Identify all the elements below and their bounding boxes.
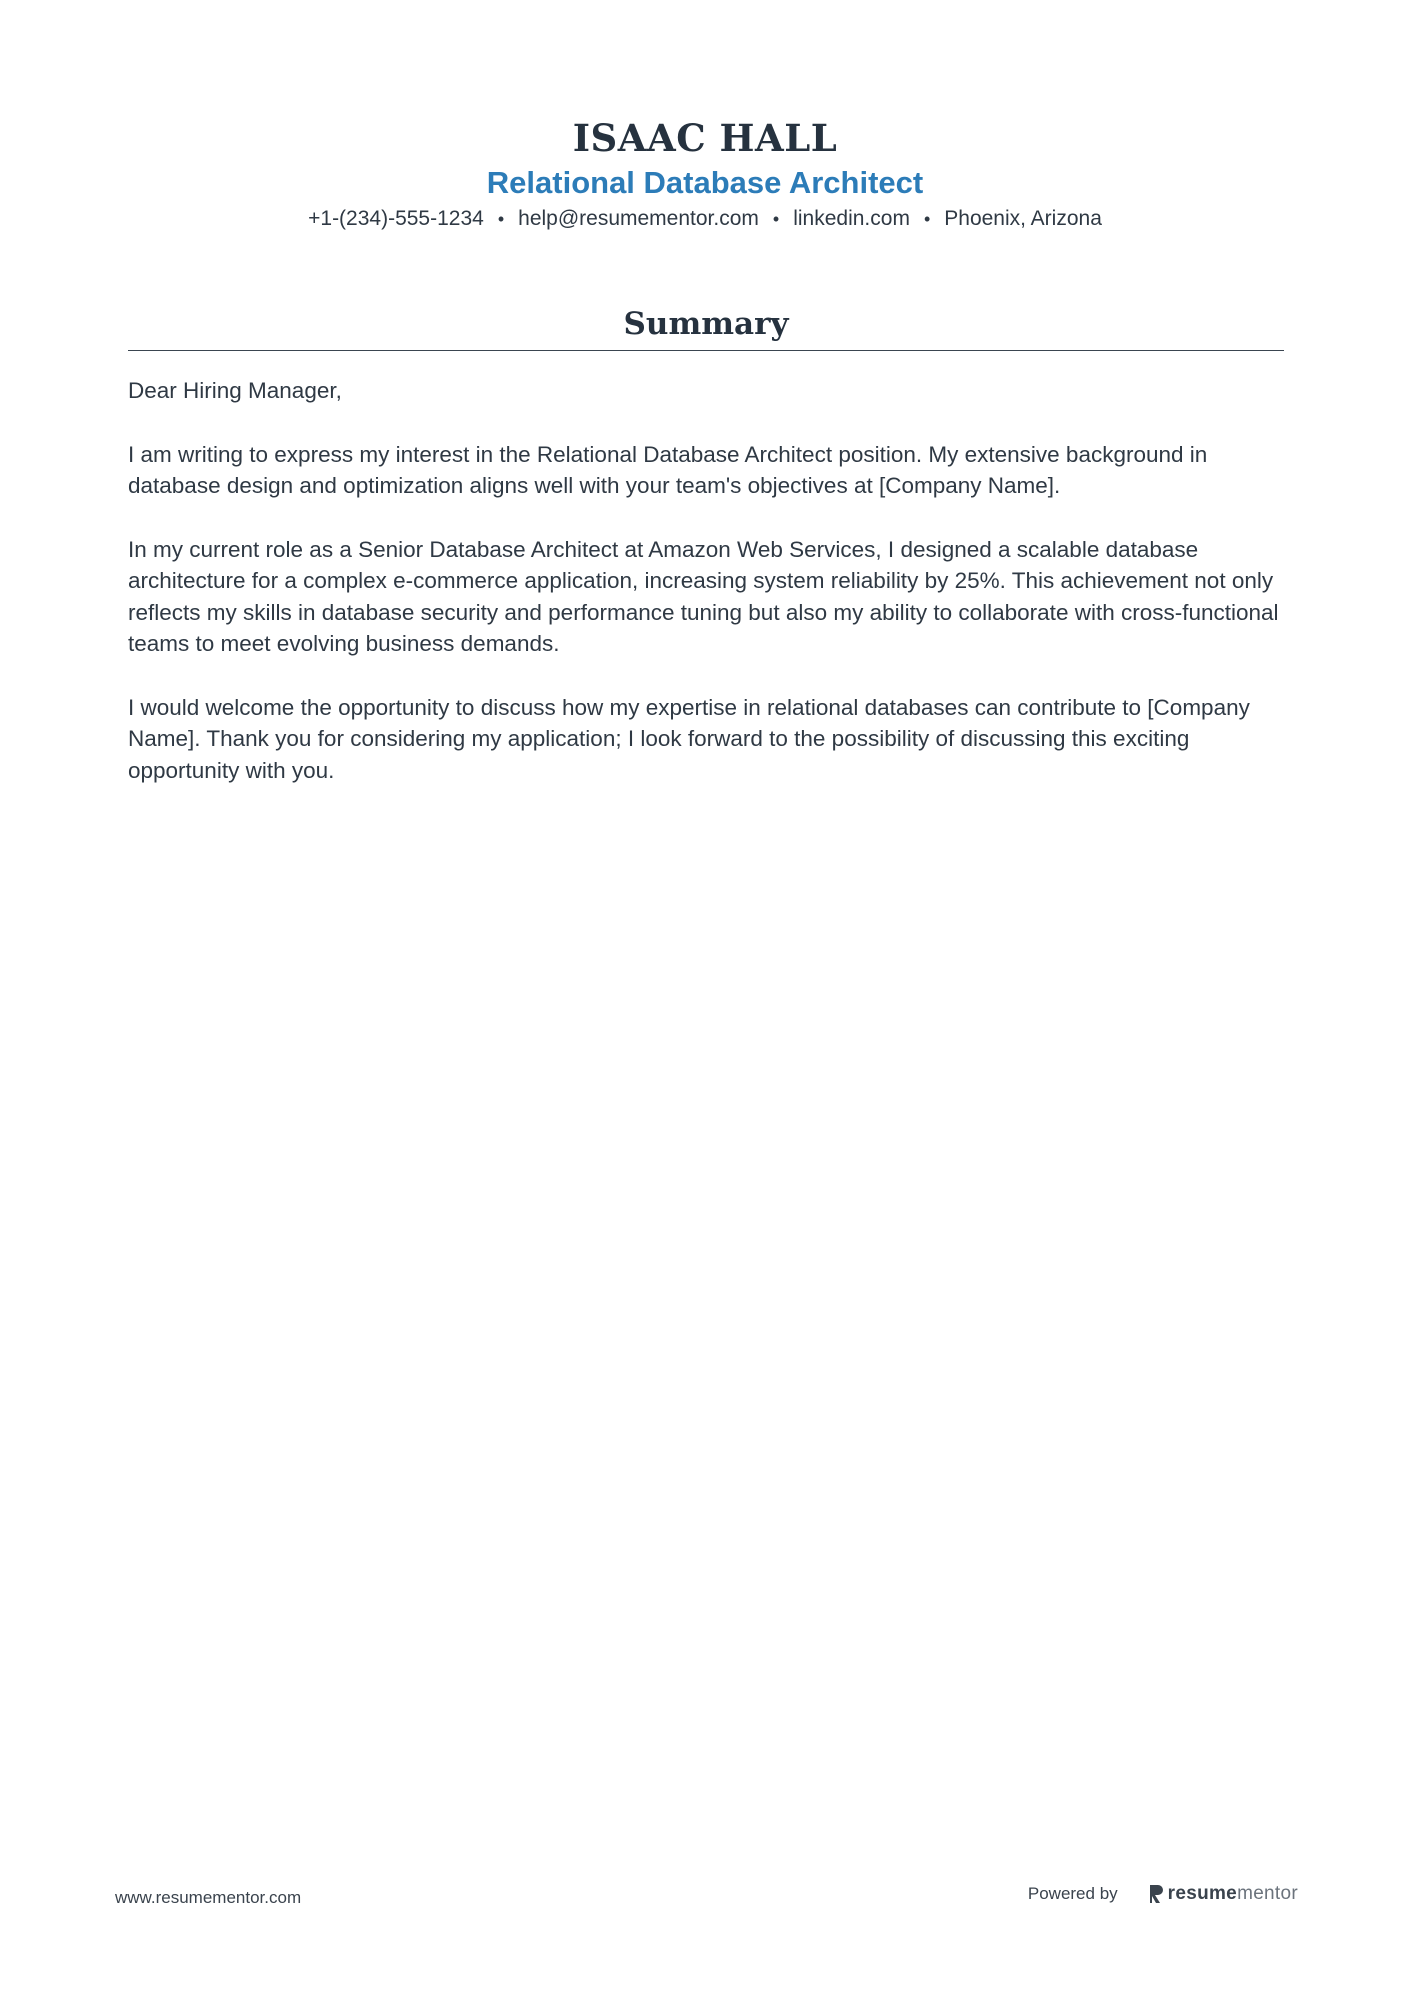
- letter-paragraph: I would welcome the opportunity to discuss how my expertise in relational databases can contribute to [Company Name]. Thank you for considering my application; I look forward to the possibility of discussing this exciting opportunity with you.: [128, 694, 1250, 783]
- resumementor-logo-icon: [1148, 1884, 1164, 1904]
- section-title: Summary: [623, 306, 789, 342]
- contact-phone: +1-(234)-555-1234: [308, 207, 484, 230]
- powered-by-label: Powered by: [1027, 1884, 1118, 1903]
- footer-branding: [1028, 1882, 1298, 1906]
- brand-name-part1: resume: [1167, 1883, 1238, 1904]
- letter-paragraph: In my current role as a Senior Database Architect at Amazon Web Services, I designed a scalable database architecture for a complex e-commerce application, increasing system reliability by 25%. This achievement not only reflects my skills in database security and performance tuning but also my ability to collaborate with cross-functional teams to meet evolving business demands.: [128, 536, 1279, 656]
- footer-website[interactable]: www.resumementor.com: [115, 1888, 302, 1907]
- cover-letter-body: [128, 375, 1284, 786]
- contact-linkedin[interactable]: linkedin.com: [793, 207, 910, 230]
- contact-separator: •: [772, 209, 780, 229]
- resume-header: [0, 112, 1410, 234]
- contact-email[interactable]: help@resumementor.com: [518, 207, 759, 230]
- job-title: Relational Database Architect: [486, 165, 924, 200]
- letter-greeting: Dear Hiring Manager,: [128, 378, 342, 403]
- contact-separator: •: [923, 209, 931, 229]
- letter-paragraph: I am writing to express my interest in the Relational Database Architect position. My extensive background in database design and optimization aligns well with your team's objectives at [Company Name].: [128, 441, 1208, 498]
- brand-logo[interactable]: [1148, 1882, 1298, 1906]
- candidate-name: ISAAC HALL: [572, 116, 838, 160]
- contact-separator: •: [497, 209, 505, 229]
- summary-section: [128, 302, 1284, 818]
- contact-line: [0, 204, 1410, 234]
- contact-location: Phoenix, Arizona: [944, 207, 1102, 230]
- section-divider: [128, 350, 1284, 351]
- brand-name-part2: mentor: [1237, 1883, 1298, 1904]
